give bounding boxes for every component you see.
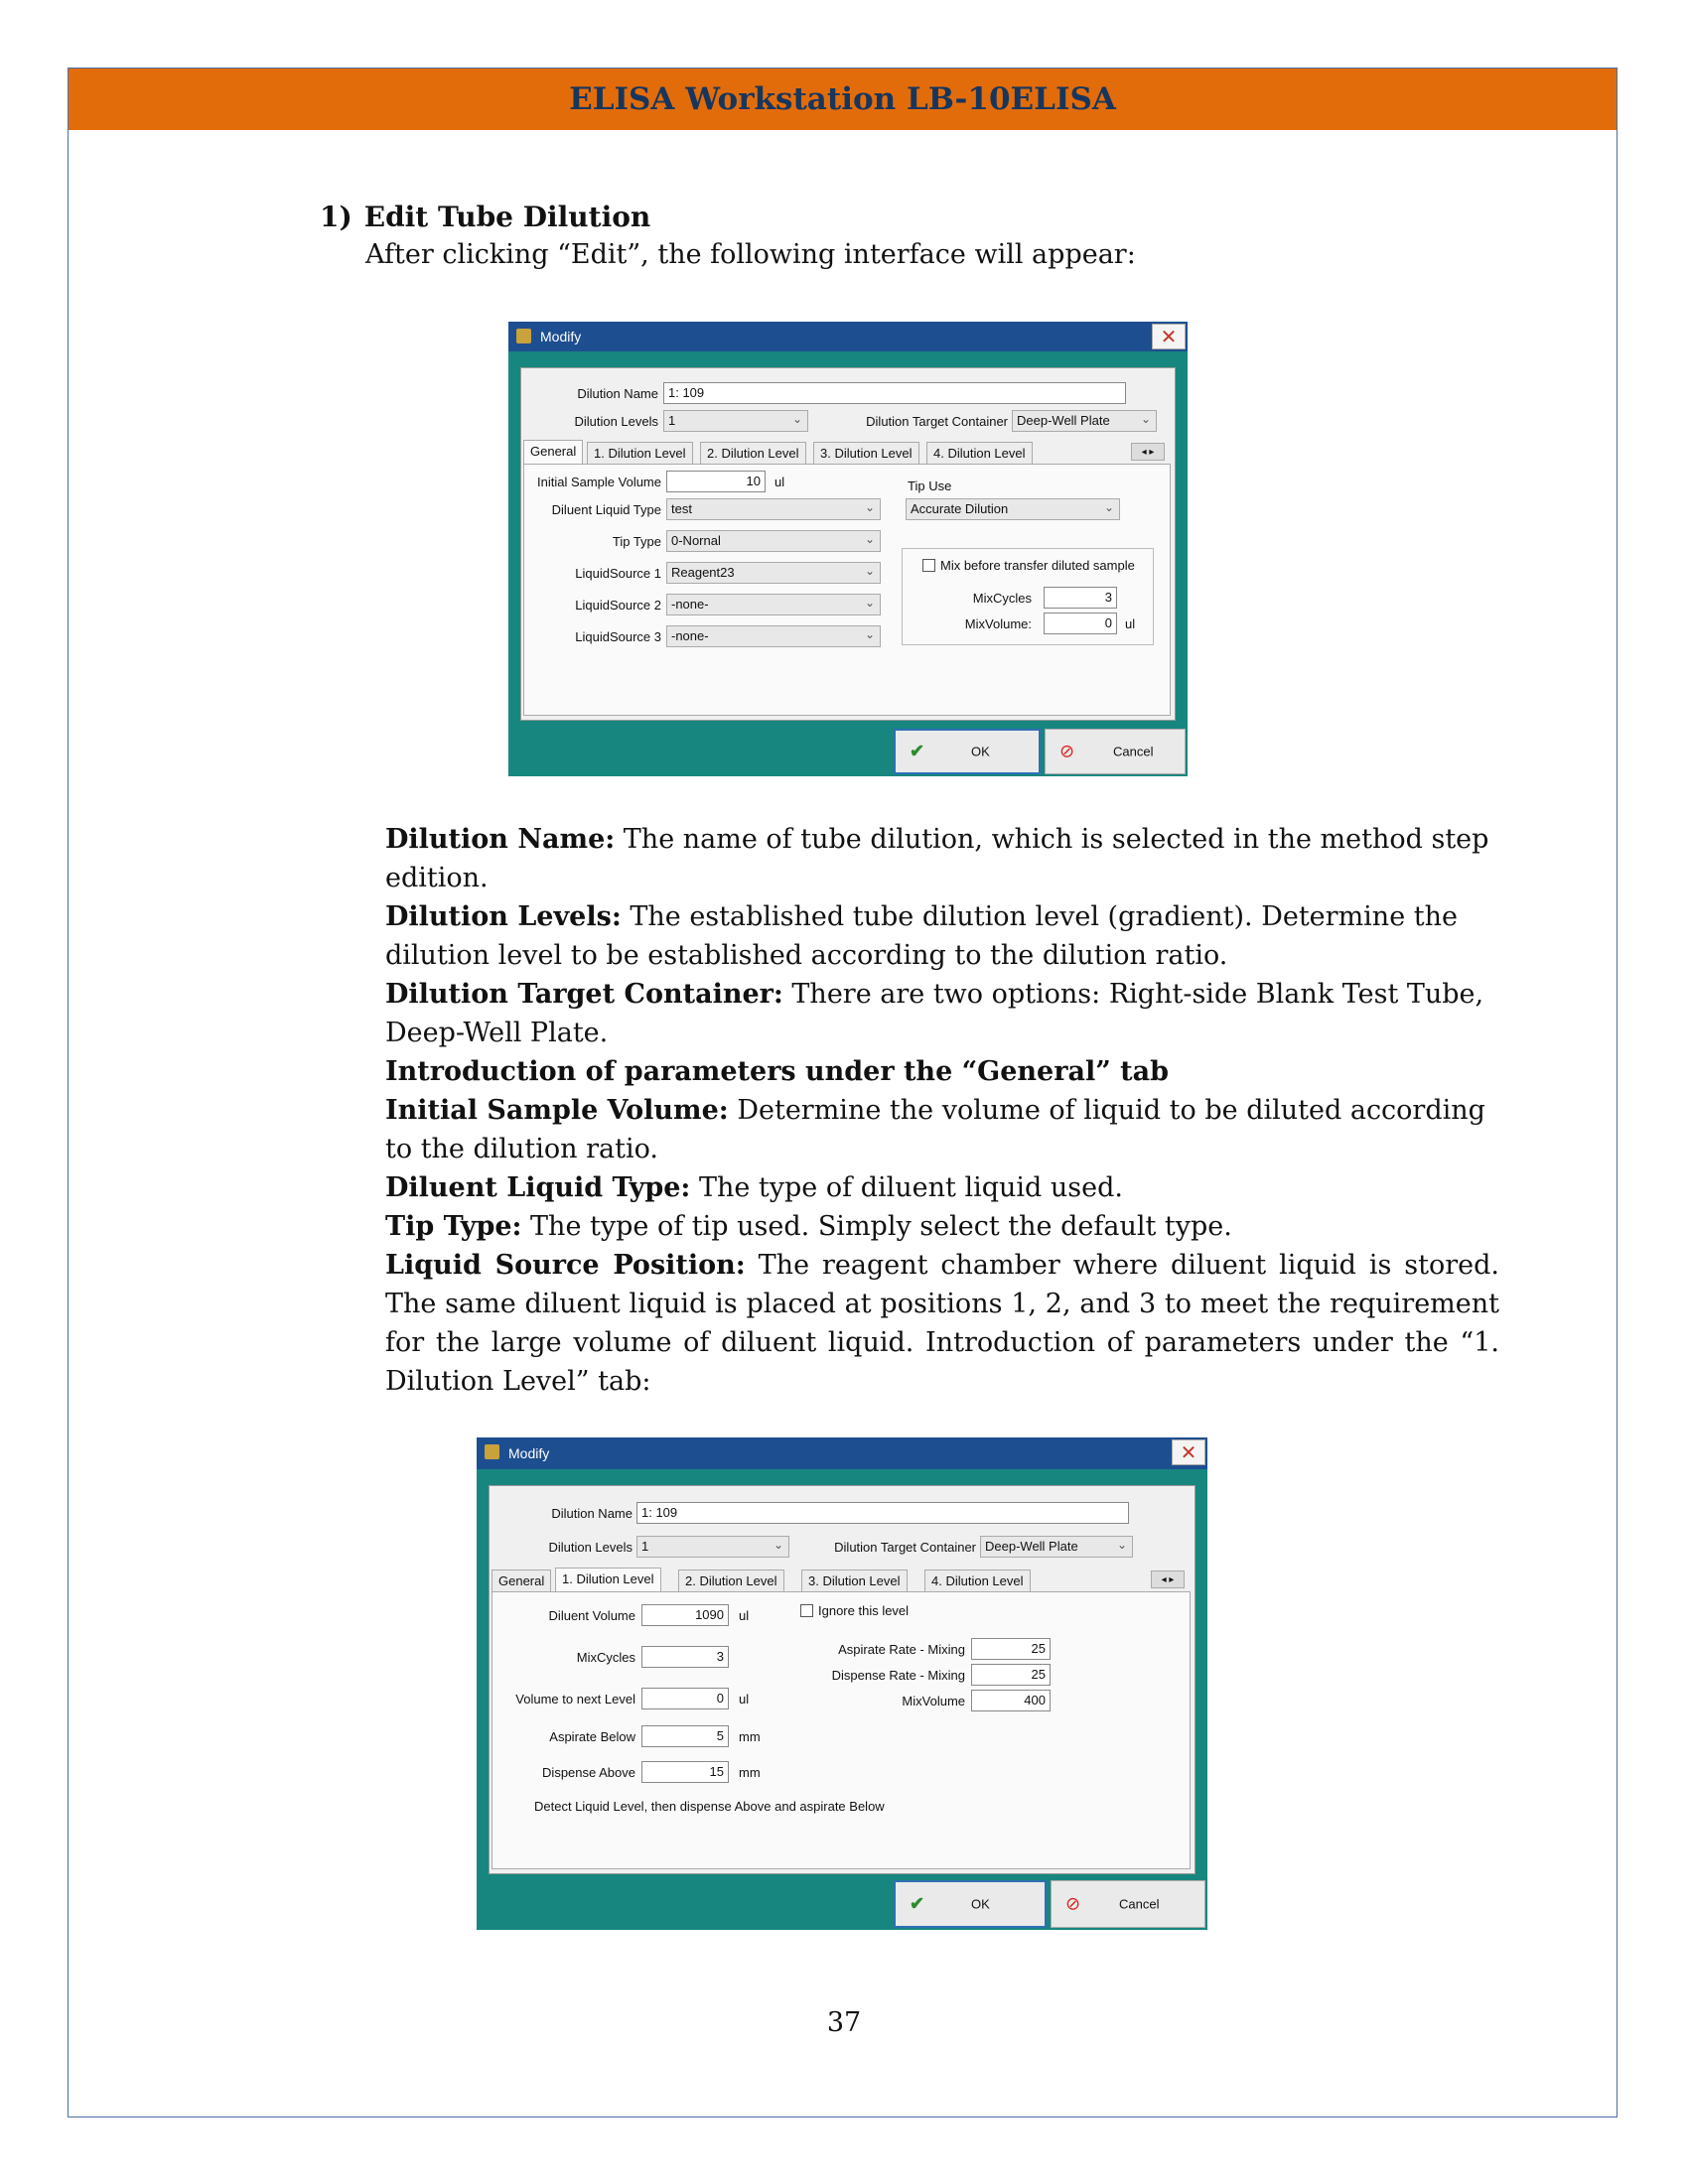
liquid-source-2-value: -none- bbox=[671, 597, 709, 612]
dialog-body bbox=[489, 1485, 1196, 1874]
target-container-value: Deep-Well Plate bbox=[1017, 413, 1110, 428]
cancel-button-label: Cancel bbox=[1119, 1896, 1160, 1912]
tab-dilution-level-2[interactable]: 2. Dilution Level bbox=[678, 1570, 784, 1591]
mix-group bbox=[902, 548, 1154, 645]
dilution-levels-value: 1 bbox=[668, 413, 676, 428]
section-title: Edit Tube Dilution bbox=[363, 201, 651, 233]
parameter-descriptions bbox=[385, 820, 1499, 1401]
section-intro: After clicking “Edit”, the following interface will appear: bbox=[365, 239, 1136, 270]
diluent-liquid-type-select[interactable] bbox=[666, 498, 881, 520]
tab-dilution-level-2[interactable]: 2. Dilution Level bbox=[700, 442, 806, 464]
unit-label: ul bbox=[774, 475, 785, 489]
dilution-name-input[interactable]: 1: 109 bbox=[663, 382, 1126, 404]
description-text: Determine the volume of liquid to be diluted according to the dilution ratio. bbox=[385, 1095, 1485, 1164]
description-term: Diluent Liquid Type: bbox=[385, 1172, 691, 1203]
ok-button[interactable] bbox=[894, 729, 1041, 774]
tab-dilution-level-1[interactable]: 1. Dilution Level bbox=[587, 442, 693, 464]
liquid-source-1-label: LiquidSource 1 bbox=[575, 566, 661, 581]
description-term: Tip Type: bbox=[385, 1211, 522, 1242]
cancel-button-label: Cancel bbox=[1113, 744, 1154, 759]
description-item bbox=[385, 1246, 1499, 1401]
modify-dialog-general bbox=[508, 322, 1188, 776]
dilution-levels-select[interactable] bbox=[636, 1536, 789, 1558]
description-text: The established tube dilution level (gradient). Determine the dilution level to be established according to the dilution ratio. bbox=[385, 901, 1458, 971]
volume-next-level-label: Volume to next Level bbox=[515, 1692, 635, 1706]
tab-dilution-level-3[interactable]: 3. Dilution Level bbox=[801, 1570, 908, 1591]
initial-sample-volume-label: Initial Sample Volume bbox=[536, 475, 661, 489]
volume-next-level-input[interactable]: 0 bbox=[641, 1688, 729, 1709]
mix-before-transfer-label: Mix before transfer diluted sample bbox=[940, 558, 1135, 573]
unit-label: ul bbox=[739, 1692, 750, 1706]
chevron-down-icon: ⌄ bbox=[1103, 500, 1114, 514]
tip-type-value: 0-Nornal bbox=[671, 533, 721, 548]
target-container-value: Deep-Well Plate bbox=[985, 1539, 1078, 1554]
description-item bbox=[385, 897, 1499, 975]
target-container-label: Dilution Target Container bbox=[866, 414, 1008, 429]
liquid-source-2-label: LiquidSource 2 bbox=[575, 598, 661, 613]
mix-cycles-input[interactable]: 3 bbox=[641, 1646, 729, 1668]
dilution-levels-label: Dilution Levels bbox=[548, 1540, 633, 1555]
dialog-title: Modify bbox=[540, 329, 582, 344]
description-text: The type of diluent liquid used. bbox=[690, 1172, 1123, 1203]
dilution-name-label: Dilution Name bbox=[551, 1506, 633, 1521]
dispense-above-input[interactable]: 15 bbox=[641, 1761, 729, 1783]
cancel-button[interactable] bbox=[1045, 729, 1186, 774]
unit-label: mm bbox=[739, 1765, 761, 1780]
tab-general[interactable]: General bbox=[523, 440, 583, 464]
liquid-source-3-label: LiquidSource 3 bbox=[575, 629, 661, 644]
app-icon bbox=[516, 329, 531, 343]
diluent-volume-input[interactable]: 1090 bbox=[641, 1604, 729, 1626]
chevron-down-icon: ⌄ bbox=[864, 596, 875, 610]
liquid-source-1-select[interactable] bbox=[666, 562, 881, 584]
diluent-liquid-type-label: Diluent Liquid Type bbox=[551, 502, 661, 517]
liquid-source-3-value: -none- bbox=[671, 628, 709, 643]
close-icon[interactable]: ✕ bbox=[1172, 1439, 1205, 1465]
dispense-above-label: Dispense Above bbox=[542, 1765, 635, 1780]
tab-strip bbox=[523, 442, 1169, 464]
tip-use-value: Accurate Dilution bbox=[911, 501, 1009, 516]
cancel-icon: ⊘ bbox=[1059, 741, 1075, 761]
mix-cycles-label: MixCycles bbox=[972, 591, 1032, 606]
liquid-source-3-select[interactable] bbox=[666, 625, 881, 647]
mix-cycles-label: MixCycles bbox=[576, 1650, 635, 1665]
mix-volume-input[interactable]: 400 bbox=[971, 1690, 1051, 1711]
checkmark-icon: ✔ bbox=[910, 1893, 925, 1914]
description-text: The reagent chamber where diluent liquid is stored. The same diluent liquid is placed at positions 1, 2, and 3 to meet the requirement for the large volume of diluent liquid. Introduction of parameters under the “1. Dilution Level” tab: bbox=[385, 1250, 1500, 1397]
initial-sample-volume-input[interactable]: 10 bbox=[666, 471, 766, 492]
description-item bbox=[385, 1168, 1499, 1207]
mix-cycles-input[interactable]: 3 bbox=[1044, 587, 1117, 609]
dilution-levels-select[interactable] bbox=[663, 410, 808, 432]
document-header: ELISA Workstation LB-10ELISA bbox=[69, 68, 1617, 130]
ok-button-label: OK bbox=[971, 744, 990, 759]
liquid-source-2-select[interactable] bbox=[666, 594, 881, 615]
dialog-titlebar bbox=[508, 322, 1188, 351]
ok-button-label: OK bbox=[971, 1896, 990, 1912]
general-tab-panel bbox=[523, 464, 1171, 716]
tab-dilution-level-4[interactable]: 4. Dilution Level bbox=[924, 1570, 1031, 1591]
dispense-rate-input[interactable]: 25 bbox=[971, 1664, 1051, 1686]
description-term: Dilution Target Container: bbox=[385, 979, 783, 1010]
tab-scroll-arrows-icon[interactable]: ◂ ▸ bbox=[1151, 1570, 1185, 1588]
close-icon[interactable]: ✕ bbox=[1152, 324, 1186, 349]
unit-label: ul bbox=[739, 1608, 750, 1623]
description-term: Dilution Levels: bbox=[385, 901, 622, 932]
liquid-source-1-value: Reagent23 bbox=[671, 565, 735, 580]
description-text: The type of tip used. Simply select the default type. bbox=[521, 1211, 1232, 1242]
chevron-down-icon: ⌄ bbox=[791, 412, 802, 426]
dilution-name-label: Dilution Name bbox=[577, 386, 658, 401]
tab-scroll-arrows-icon[interactable]: ◂ ▸ bbox=[1131, 443, 1165, 461]
mix-before-transfer-checkbox[interactable] bbox=[922, 559, 935, 572]
page-number: 37 bbox=[826, 2007, 862, 2038]
dilution-name-input[interactable]: 1: 109 bbox=[636, 1502, 1129, 1524]
description-term: Dilution Name: bbox=[385, 824, 616, 855]
tip-type-label: Tip Type bbox=[612, 534, 661, 549]
ignore-level-checkbox[interactable] bbox=[800, 1604, 813, 1617]
aspirate-below-label: Aspirate Below bbox=[549, 1729, 635, 1744]
description-item bbox=[385, 1091, 1499, 1168]
dialog-title: Modify bbox=[508, 1445, 550, 1461]
chevron-down-icon: ⌄ bbox=[864, 627, 875, 641]
description-term: Liquid Source Position: bbox=[385, 1250, 746, 1281]
description-text: There are two options: Right-side Blank Test Tube, Deep-Well Plate. bbox=[385, 979, 1484, 1048]
chevron-down-icon: ⌄ bbox=[864, 532, 875, 546]
aspirate-rate-label: Aspirate Rate - Mixing bbox=[838, 1642, 965, 1657]
chevron-down-icon: ⌄ bbox=[1140, 412, 1151, 426]
dialog-titlebar bbox=[477, 1437, 1207, 1469]
description-term: Introduction of parameters under the “General” tab bbox=[385, 1056, 1169, 1087]
dilution-level-tab-panel bbox=[492, 1591, 1191, 1869]
description-text: The name of tube dilution, which is selected in the method step edition. bbox=[385, 824, 1489, 893]
ok-button[interactable] bbox=[894, 1880, 1047, 1928]
description-subheading bbox=[385, 1052, 1499, 1091]
tab-dilution-level-4[interactable]: 4. Dilution Level bbox=[926, 442, 1033, 464]
dilution-levels-value: 1 bbox=[641, 1539, 649, 1554]
tip-use-label: Tip Use bbox=[908, 478, 952, 493]
chevron-down-icon: ⌄ bbox=[773, 1538, 783, 1552]
tip-use-select[interactable] bbox=[906, 498, 1120, 520]
section-heading bbox=[320, 201, 662, 233]
tab-dilution-level-3[interactable]: 3. Dilution Level bbox=[813, 442, 919, 464]
unit-label: ul bbox=[1125, 616, 1136, 631]
unit-label: mm bbox=[739, 1729, 761, 1744]
diluent-liquid-type-value: test bbox=[671, 501, 692, 516]
dilution-levels-label: Dilution Levels bbox=[574, 414, 658, 429]
dialog-body bbox=[520, 367, 1176, 721]
description-term: Initial Sample Volume: bbox=[385, 1095, 729, 1126]
mix-volume-label: MixVolume: bbox=[964, 616, 1032, 631]
description-item bbox=[385, 1207, 1499, 1246]
tab-strip bbox=[492, 1570, 1191, 1591]
tab-general[interactable]: General bbox=[492, 1570, 551, 1591]
modify-dialog-dilution-level bbox=[477, 1437, 1207, 1930]
aspirate-below-input[interactable]: 5 bbox=[641, 1725, 729, 1747]
tab-dilution-level-1[interactable]: 1. Dilution Level bbox=[555, 1568, 661, 1591]
diluent-volume-label: Diluent Volume bbox=[548, 1608, 635, 1623]
target-container-select[interactable] bbox=[980, 1536, 1133, 1558]
tip-type-select[interactable] bbox=[666, 530, 881, 552]
chevron-down-icon: ⌄ bbox=[864, 564, 875, 578]
checkmark-icon: ✔ bbox=[910, 741, 925, 761]
aspirate-rate-input[interactable]: 25 bbox=[971, 1638, 1051, 1660]
chevron-down-icon: ⌄ bbox=[1116, 1538, 1127, 1552]
chevron-down-icon: ⌄ bbox=[864, 500, 875, 514]
description-item bbox=[385, 975, 1499, 1052]
description-item bbox=[385, 820, 1499, 897]
target-container-label: Dilution Target Container bbox=[834, 1540, 976, 1555]
dispense-rate-label: Dispense Rate - Mixing bbox=[831, 1668, 965, 1683]
cancel-icon: ⊘ bbox=[1065, 1893, 1081, 1914]
target-container-select[interactable] bbox=[1012, 410, 1157, 432]
cancel-button[interactable] bbox=[1051, 1880, 1205, 1928]
mix-volume-label: MixVolume bbox=[902, 1694, 965, 1708]
mix-volume-input[interactable]: 0 bbox=[1044, 613, 1117, 634]
section-number: 1) bbox=[320, 201, 352, 233]
app-icon bbox=[485, 1444, 499, 1459]
detect-liquid-note: Detect Liquid Level, then dispense Above and aspirate Below bbox=[534, 1799, 885, 1814]
ignore-level-label: Ignore this level bbox=[818, 1603, 910, 1618]
